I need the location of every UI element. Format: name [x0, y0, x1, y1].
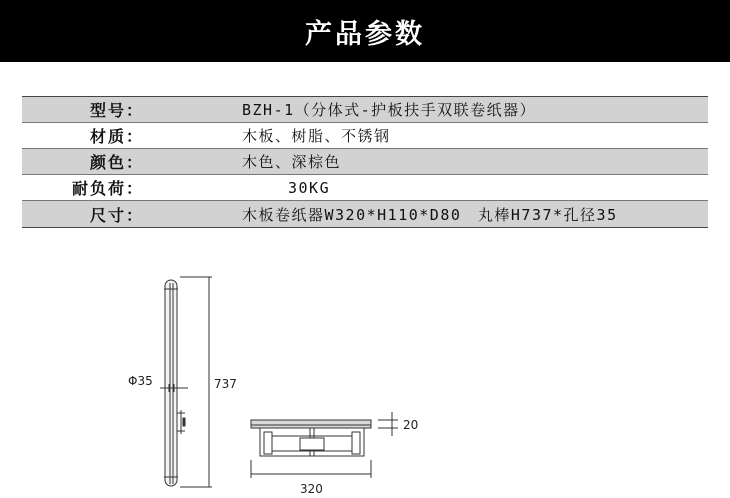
spec-value: 30KG [288, 178, 331, 197]
spec-value: 木板卷纸器W320*H110*D80 丸棒H737*孔径35 [242, 205, 618, 224]
spec-label: 颜色： [89, 153, 144, 172]
bar-height-label: 737 [214, 377, 237, 391]
spec-value: 木色、深棕色 [242, 153, 342, 171]
spec-label: 尺寸： [89, 205, 144, 225]
paper-holder-drawing [251, 412, 398, 478]
spec-label: 材质： [89, 127, 144, 146]
spec-value: 木板、树脂、不锈钢 [242, 127, 391, 145]
spec-value: BZH-1（分体式-护板扶手双联卷纸器） [242, 101, 537, 119]
holder-width-label: 320 [300, 482, 323, 496]
grab-bar-drawing [160, 277, 212, 487]
spec-label: 耐负荷： [71, 179, 144, 198]
page-title: 产品参数 [305, 18, 425, 50]
holder-depth-label: 20 [403, 418, 419, 432]
bar-diameter-label: Φ35 [128, 374, 153, 388]
spec-label: 型号： [89, 101, 144, 120]
